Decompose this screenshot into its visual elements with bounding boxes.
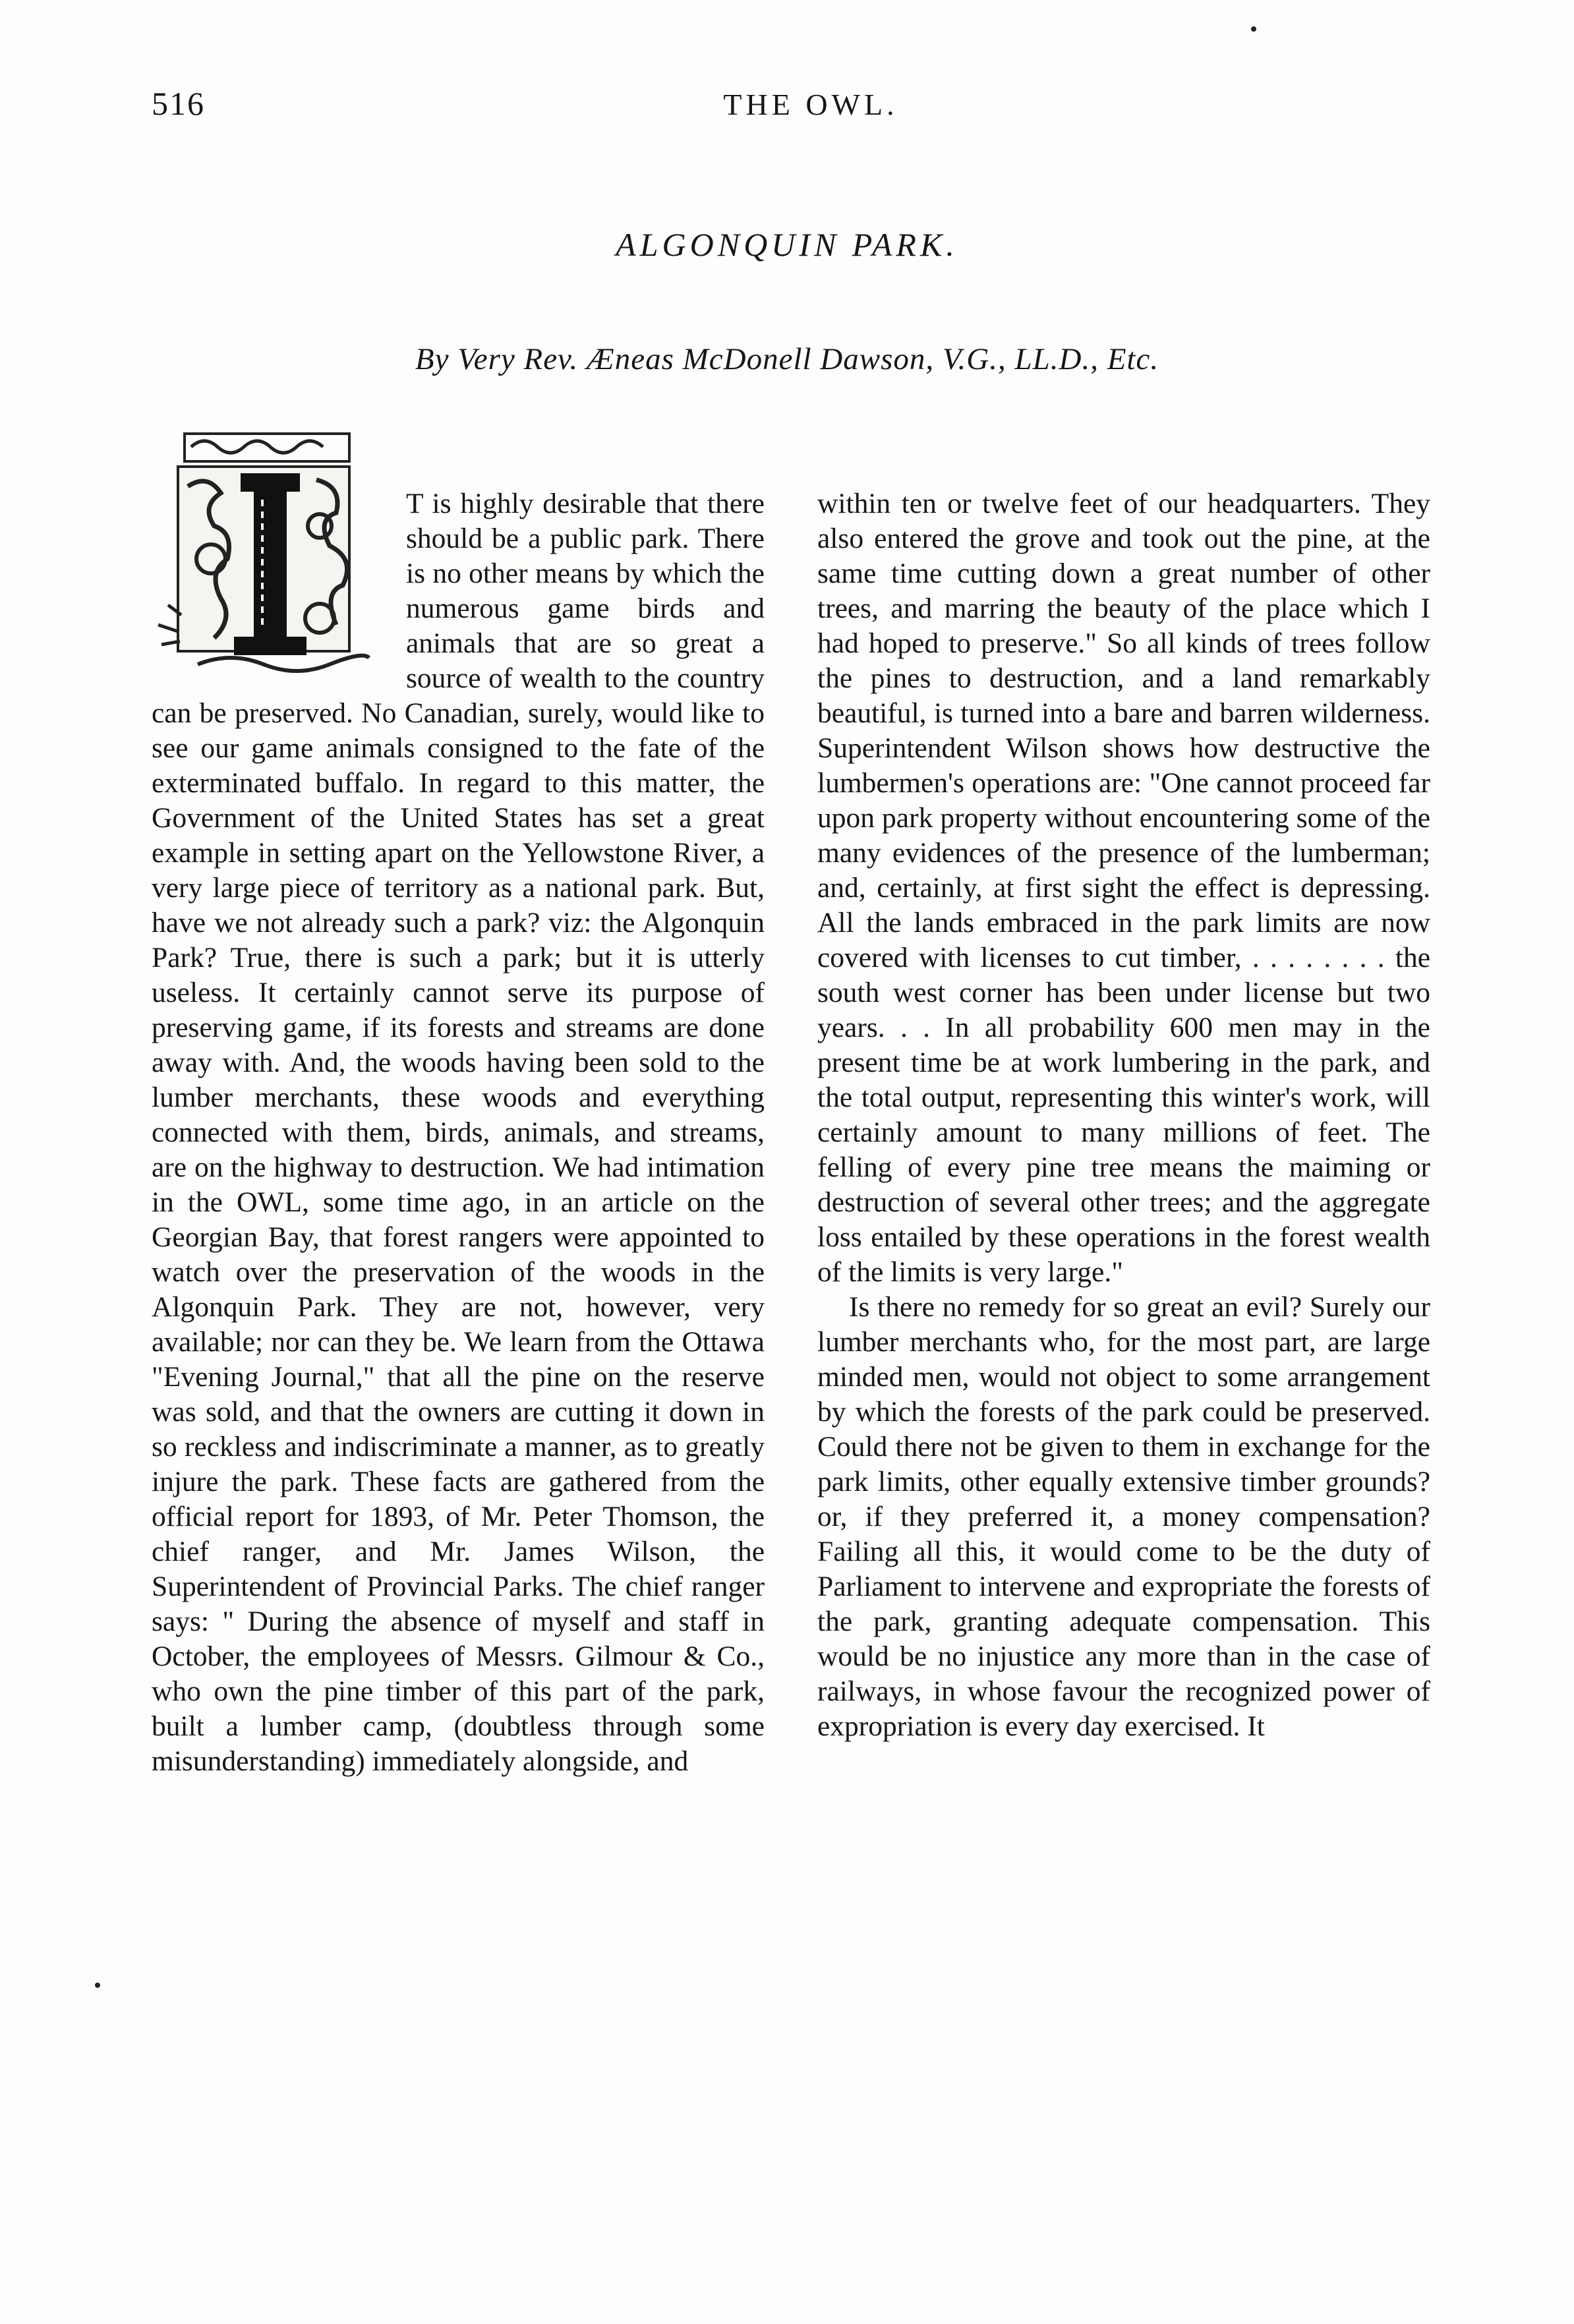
page-header [132,84,1490,137]
right-column [817,486,1430,1744]
print-speck [1251,26,1256,32]
ornament-initial-icon [152,427,389,683]
page-number: 516 [152,85,205,122]
article-title: ALGONQUIN PARK. [616,226,958,263]
running-head: THE OWL. [723,88,898,121]
paragraph: Is there no remedy for so great an evil? Surely our lumber merchants who, for the most part, are large minded men, would not object to some arrangement by which the forests of the park could be preserved. Could there not be given to them in exchange for the park limits, other equally extensive timber grounds? or, if they preferred it, a money compensation? Failing all this, it would come to be the duty of Parliament to intervene and expropriate the forests of the park, granting adequate compensation. This would be no injustice any more than in the case of railways, in whose favour the recognized power of expropriation is every day exercised. It [817,1291,1430,1742]
article-byline: By Very Rev. Æneas McDonell Dawson, V.G., LL.D., Etc. [415,342,1159,376]
paragraph: within ten or twelve feet of our headquarters. They also entered the grove and took out the pine, at the same time cutting down a great number of other trees, and marring the beauty of the place which I had hoped to preserve." So all kinds of trees follow the pines to destruction, and a land remarkably beautiful, is turned into a bare and barren wilderness. Superintendent Wilson shows how destructive the lumbermen's operations are: "One cannot proceed far upon park property without encountering some of the many evidences of the presence of the lumberman; and, certainly, at first sight the effect is depressing. All the lands embraced in the park limits are now covered with licenses to cut timber, . . . . . . . . the south west corner has been under license but two years. . . In all probability 600 men may in the present time be at work lumbering in the park, and the total output, representing this winter's work, will certainly amount to many millions of feet. The felling of every pine tree means the maiming or destruction of several other trees; and the aggregate loss entailed by these operations in the forest wealth of the limits is very large." [817,488,1430,1288]
print-speck [95,1983,100,1988]
paragraph: T is highly desirable that there should be a public park. There is no other means by which the numerous game birds and animals that are so great a source of wealth to the country can be preserved. No Canadian, surely, would like to see our game animals consigned to the fate of the exterminated buffalo. In regard to this matter, the Government of the United States has set a great example in setting apart on the Yellowstone River, a very large piece of territory as a national park. But, have we not already such a park? viz: the Algonquin Park? True, there is such a park; but it is utterly useless. It certainly cannot serve its purpose of preserving game, if its forests and streams are done away with. And, the woods having been sold to the lumber merchants, these woods and everything connected with them, birds, animals, and streams, are on the highway to destruction. We had intimation in the OWL, some time ago, in an article on the Georgian Bay, that forest rangers were appointed to watch over the preservation of the woods in the Algonquin Park. They are not, however, very available; nor can they be. We learn from the Ottawa "Evening Journal," that all the pine on the reserve was sold, and that the owners are cutting it down in so reckless and indiscriminate a manner, as to greatly injure the park. These facts are gathered from the official report for 1893, of Mr. Peter Thomson, the chief ranger, and Mr. James Wilson, the Superintendent of Provincial Parks. The chief ranger says: " During the absence of myself and staff in October, the employees of Messrs. Gilmour & Co., who own the pine timber of this part of the park, built a lumber camp, (doubtless through some misunderstanding) immediately alongside, and [152,488,765,1777]
left-column [152,427,765,1779]
decorated-initial [152,427,389,683]
